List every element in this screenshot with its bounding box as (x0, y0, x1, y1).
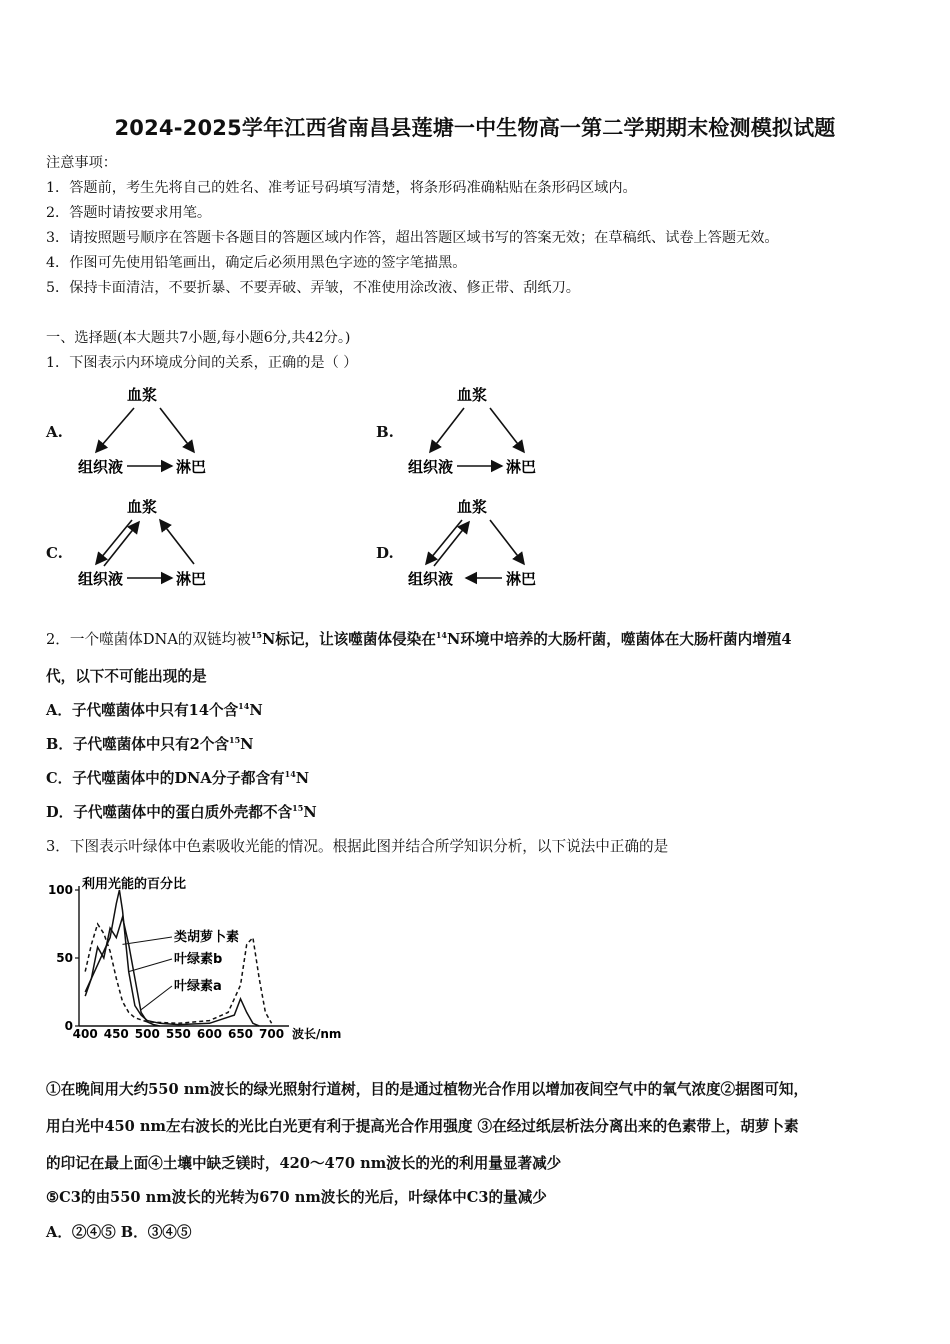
notice-item-4: 4．作图可先使用铅笔画出，确定后必须用黑色字迹的签字笔描黑。 (46, 255, 467, 271)
q1-diagram-d (402, 494, 552, 592)
x-tick-label: 400 (72, 1027, 98, 1041)
series-line-0 (85, 917, 160, 1026)
x-tick-label: 500 (134, 1027, 160, 1041)
q1-diagram-b (402, 382, 552, 480)
series-label-0: 类胡萝卜素 (174, 930, 240, 945)
lymph-node: 淋巴 (506, 458, 537, 476)
x-tick-label: 550 (165, 1027, 191, 1041)
tissue-node: 组织液 (78, 458, 124, 476)
absorption-chart (44, 870, 364, 1050)
q3-answers[interactable]: A．②④⑤ B．③④⑤ (46, 1224, 192, 1241)
y-tick-label: 50 (56, 951, 73, 965)
chart-axes (48, 883, 289, 1041)
series-leader-2 (141, 986, 172, 1010)
tissue-node: 组织液 (78, 570, 124, 588)
q2-stem: 2．一个噬菌体DNA的双链均被$^{15}$N标记，让该噬菌体侵染在$^{14}$N环境中培养的大肠杆菌，噬菌体在大肠杆菌内增殖4 (46, 630, 792, 648)
x-tick-label: 600 (196, 1027, 222, 1041)
q3-statement-3: 的印记在最上面④土壤中缺乏镁时，420～470 nm波长的光的利用量显著减少 (46, 1155, 562, 1172)
plasma-node: 血浆 (127, 386, 158, 404)
page-title: 2024-2025学年江西省南昌县莲塘一中生物高一第二学期期末检测模拟试题 (114, 116, 836, 140)
q1-stem: 1．下图表示内环境成分间的关系，正确的是（ ） (46, 355, 358, 371)
notice-item-1: 1．答题前，考生先将自己的姓名、准考证号码填写清楚，将条形码准确粘贴在条形码区域内。 (46, 180, 637, 196)
lymph-node: 淋巴 (506, 570, 537, 588)
lymph-node: 淋巴 (176, 570, 207, 588)
q2-option-a[interactable]: A．子代噬菌体中只有14个含$^{14}$N (46, 701, 263, 719)
q3-stem: 3．下图表示叶绿体中色素吸收光能的情况。根据此图并结合所学知识分析，以下说法中正确的是 (46, 838, 669, 855)
plasma-node: 血浆 (457, 498, 488, 516)
q1-option-c-label: C. (46, 544, 63, 562)
lymph-node: 淋巴 (176, 458, 207, 476)
q3-statement-4: ⑤C3的由550 nm波长的光转为670 nm波长的光后，叶绿体中C3的量减少 (46, 1189, 547, 1206)
q2-option-b[interactable]: B．子代噬菌体中只有2个含$^{15}$N (46, 735, 254, 753)
q2-option-c[interactable]: C．子代噬菌体中的DNA分子都含有$^{14}$N (46, 769, 310, 787)
series-leader-0 (122, 937, 172, 944)
q1-option-b-label: B. (376, 423, 394, 441)
notice-item-2: 2．答题时请按要求用笔。 (46, 205, 212, 221)
chart-xlabel: 波长/nm (292, 1027, 342, 1041)
notice-item-3: 3．请按照题号顺序在答题卡各题目的答题区域内作答，超出答题区域书写的答案无效；在草稿纸、试卷上答题无效。 (46, 230, 779, 246)
y-tick-label: 0 (64, 1019, 73, 1033)
series-label-2: 叶绿素a (174, 979, 222, 994)
q1-option-a-label: A. (46, 423, 63, 441)
plasma-node: 血浆 (127, 498, 158, 516)
plasma-node: 血浆 (457, 386, 488, 404)
q3-statement-1: ①在晚间用大约550 nm波长的绿光照射行道树，目的是通过植物光合作用以增加夜间空气中的氧气浓度②据图可知， (46, 1081, 809, 1098)
q1-diagram-c (72, 494, 222, 592)
q3-statement-2: 用白光中450 nm左右波长的光比白光更有利于提高光合作用强度 ③在经过纸层析法分离出来的色素带上，胡萝卜素 (46, 1118, 799, 1135)
q2-option-d[interactable]: D．子代噬菌体中的蛋白质外壳都不含$^{15}$N (46, 803, 317, 821)
notice-heading: 注意事项： (46, 155, 117, 171)
series-label-1: 叶绿素b (174, 952, 223, 967)
x-tick-label: 700 (259, 1027, 285, 1041)
q1-option-d-label: D. (376, 544, 394, 562)
chart-title: 利用光能的百分比 (82, 877, 187, 892)
x-tick-label: 450 (103, 1027, 129, 1041)
series-leader-1 (129, 959, 172, 972)
q2-stem-line2: 代，以下不可能出现的是 (46, 668, 207, 685)
section-heading: 一、选择题(本大题共7小题,每小题6分,共42分。) (46, 330, 351, 346)
notice-item-5: 5．保持卡面清洁，不要折暴、不要弄破、弄皱，不准使用涂改液、修正带、刮纸刀。 (46, 280, 580, 296)
q1-diagram-a (72, 382, 222, 480)
chart-series-labels (122, 929, 239, 1010)
x-tick-label: 650 (227, 1027, 254, 1041)
tissue-node: 组织液 (408, 458, 454, 476)
y-tick-label: 100 (47, 883, 73, 897)
tissue-node: 组织液 (408, 570, 454, 588)
